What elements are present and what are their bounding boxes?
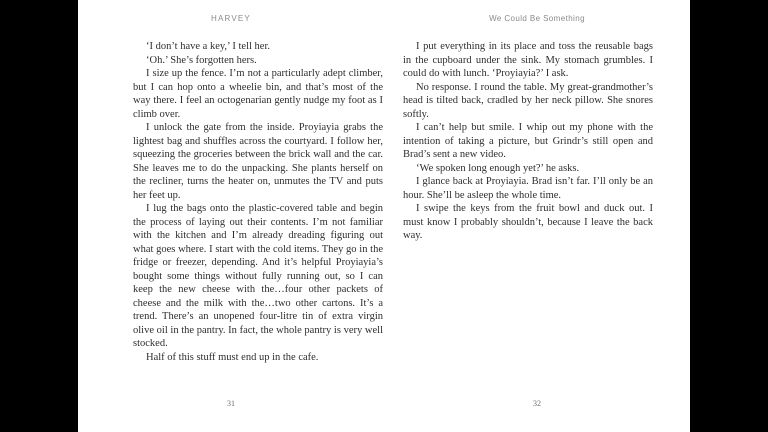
running-head-right: We Could Be Something <box>489 14 585 23</box>
paragraph: ‘I don’t have a key,’ I tell her. <box>146 41 271 52</box>
page-right[interactable] <box>384 0 690 432</box>
letterbox-left <box>0 0 78 432</box>
paragraph: I glance back at Proyiayia. Brad isn’t far. I’ll only be an hour. She’ll be asleep the whole time. <box>403 176 653 201</box>
running-head-left: HARVEY <box>211 14 251 23</box>
paragraph: I put everything in its place and toss the reusable bags in the cupboard under the sink. My stomach grumbles. I could do with lunch. ‘Proyiayia?’ I ask. <box>403 41 653 79</box>
page-right-text <box>403 40 653 243</box>
paragraph: ‘Oh.’ She’s forgotten hers. <box>146 54 257 66</box>
paragraph: Half of this stuff must end up in the cafe. <box>146 351 319 363</box>
page-number-right: 32 <box>533 399 541 408</box>
page-number-left: 31 <box>227 399 235 408</box>
page-left-text <box>133 40 383 364</box>
paragraph: I can’t help but smile. I whip out my phone with the intention of taking a picture, but Grindr’s still open and Brad’s sent a new video. <box>403 122 653 160</box>
paragraph: ‘We spoken long enough yet?’ he asks. <box>416 162 580 174</box>
page-left[interactable] <box>78 0 384 432</box>
paragraph: No response. I round the table. My great-grandmother’s head is tilted back, cradled by her neck pillow. She snores softly. <box>403 81 653 120</box>
letterbox-right <box>690 0 768 432</box>
paragraph: I swipe the keys from the fruit bowl and duck out. I must know I probably shouldn’t, because I leave the back way. <box>403 203 653 241</box>
book-spread <box>78 0 690 432</box>
paragraph: I unlock the gate from the inside. Proyiayia grabs the lightest bag and shuffles across the courtyard. I follow her, squeezing the groceries between the brick wall and the car. She leaves me to do the unpacking. She plants herself on the recliner, turns the heater on, unmutes the TV and puts her feet up. <box>133 122 383 201</box>
paragraph: I lug the bags onto the plastic-covered table and begin the process of laying out their contents. I’m not familiar with the kitchen and I’m already dreading figuring out what goes where. I start with the cold items. They go in the fridge or freezer, depending. And it’s helpful Proyiayia’s bought some things without fully running out, so I can keep the new cheese with the…four other packets of cheese and the milk with the…two other cartons. It’s a trend. There’s an unopened four-litre tin of extra virgin olive oil in the pantry. In fact, the whole pantry is very well stocked. <box>133 203 383 349</box>
paragraph: I size up the fence. I’m not a particularly adept climber, but I can hop onto a wheelie bin, and that’s most of the way there. I feel an octogenarian gently nudge my foot as I climb over. <box>133 68 383 120</box>
